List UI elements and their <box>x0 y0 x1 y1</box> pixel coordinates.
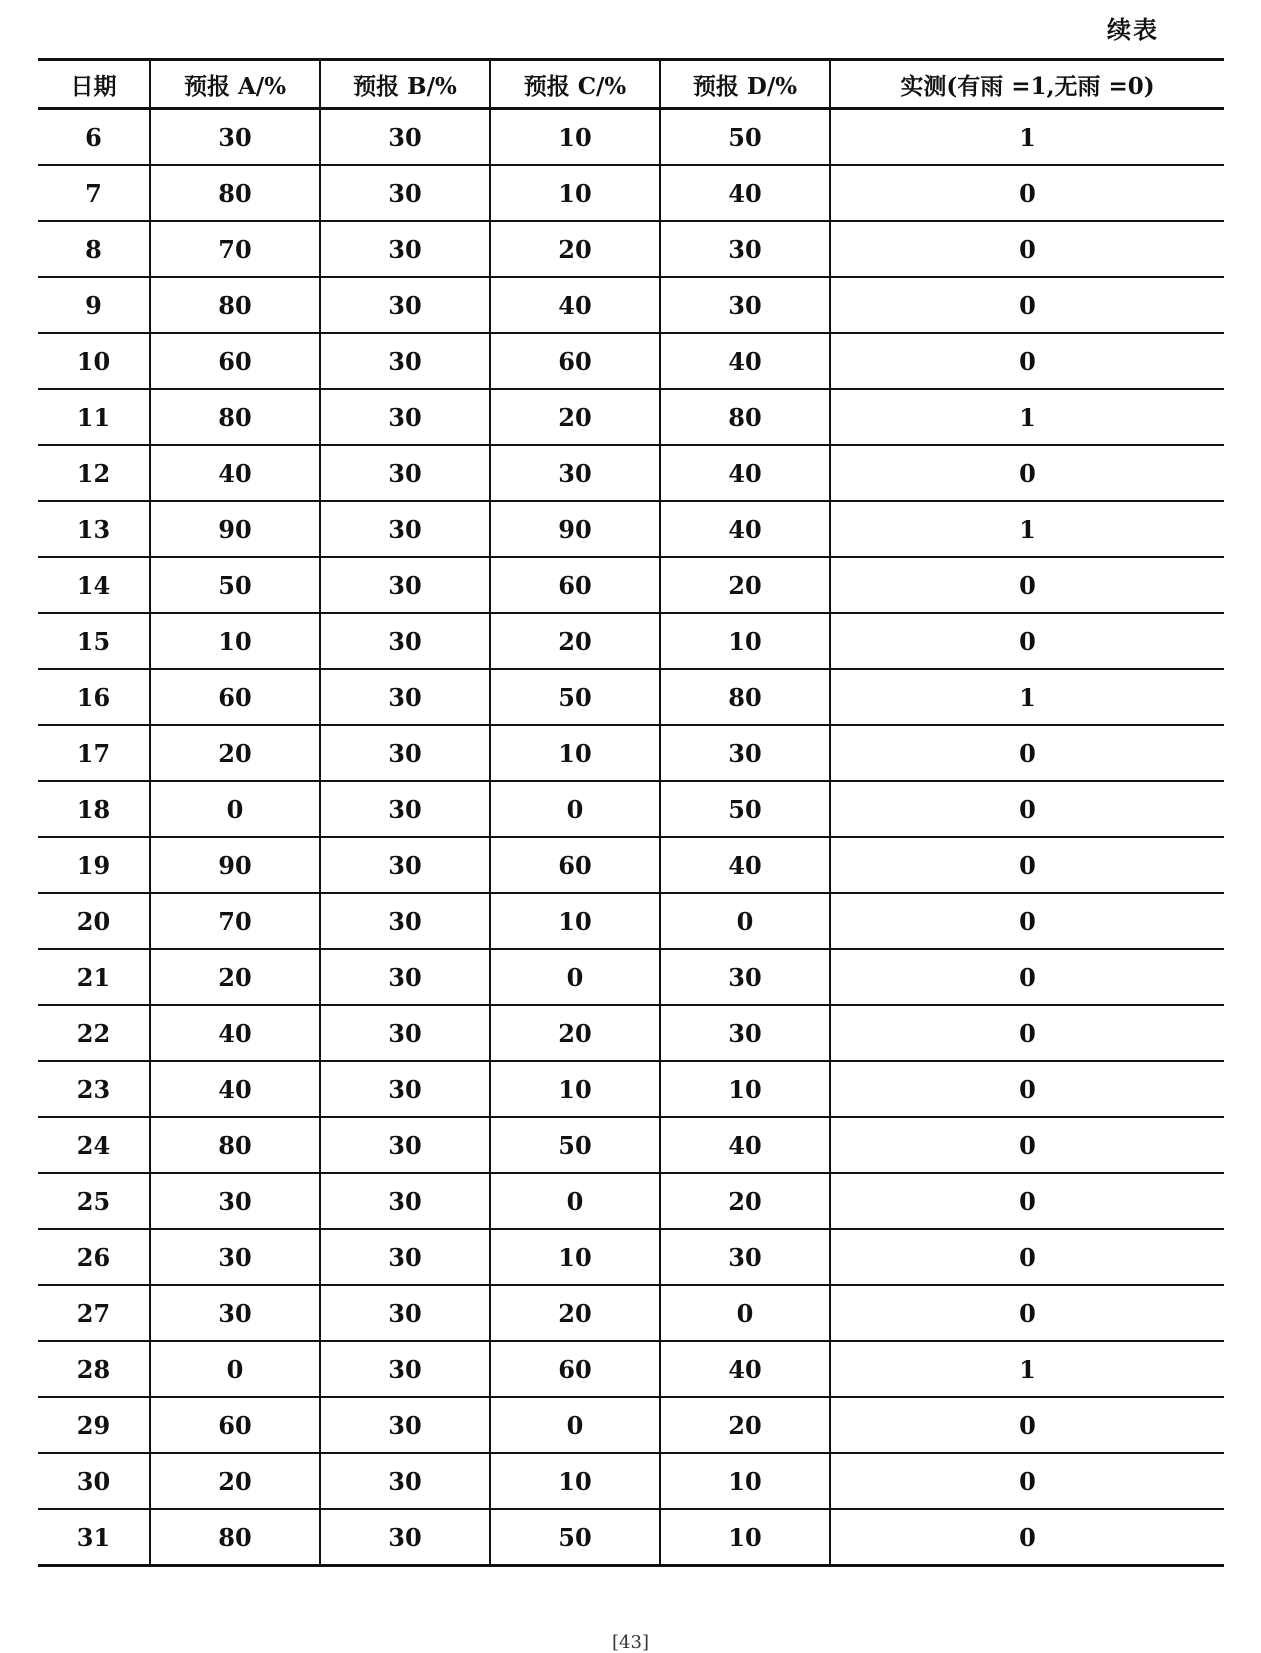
cell-date: 14 <box>38 557 150 613</box>
cell-date: 29 <box>38 1397 150 1453</box>
cell-observed: 0 <box>830 1005 1224 1061</box>
table-row <box>38 1005 1224 1061</box>
table-row <box>38 221 1224 277</box>
cell-forecast-d: 0 <box>660 893 830 949</box>
cell-forecast-d: 40 <box>660 501 830 557</box>
cell-observed: 0 <box>830 445 1224 501</box>
cell-forecast-c: 60 <box>490 557 660 613</box>
cell-forecast-b: 30 <box>320 1285 490 1341</box>
table-row <box>38 1285 1224 1341</box>
header-row <box>38 60 1224 109</box>
cell-forecast-d: 40 <box>660 165 830 221</box>
cell-forecast-a: 70 <box>150 221 320 277</box>
cell-forecast-b: 30 <box>320 949 490 1005</box>
cell-observed: 0 <box>830 1397 1224 1453</box>
continued-table-label: 续表 <box>1107 15 1159 44</box>
cell-observed: 0 <box>830 165 1224 221</box>
cell-forecast-c: 10 <box>490 1061 660 1117</box>
cell-observed: 0 <box>830 893 1224 949</box>
cell-forecast-a: 30 <box>150 1173 320 1229</box>
cell-forecast-d: 40 <box>660 333 830 389</box>
cell-forecast-d: 80 <box>660 389 830 445</box>
cell-date: 12 <box>38 445 150 501</box>
table-row <box>38 277 1224 333</box>
cell-forecast-d: 30 <box>660 949 830 1005</box>
cell-observed: 0 <box>830 613 1224 669</box>
cell-date: 9 <box>38 277 150 333</box>
cell-observed: 1 <box>830 1341 1224 1397</box>
cell-observed: 0 <box>830 1509 1224 1566</box>
cell-observed: 0 <box>830 1229 1224 1285</box>
cell-forecast-c: 10 <box>490 109 660 166</box>
cell-observed: 0 <box>830 1173 1224 1229</box>
cell-forecast-c: 60 <box>490 1341 660 1397</box>
cell-date: 23 <box>38 1061 150 1117</box>
table-row <box>38 725 1224 781</box>
table-row <box>38 165 1224 221</box>
cell-forecast-b: 30 <box>320 333 490 389</box>
cell-observed: 0 <box>830 1117 1224 1173</box>
cell-observed: 0 <box>830 949 1224 1005</box>
table-row <box>38 893 1224 949</box>
cell-forecast-a: 80 <box>150 1117 320 1173</box>
cell-date: 13 <box>38 501 150 557</box>
cell-date: 8 <box>38 221 150 277</box>
cell-forecast-b: 30 <box>320 1509 490 1566</box>
cell-observed: 0 <box>830 1285 1224 1341</box>
cell-date: 6 <box>38 109 150 166</box>
cell-forecast-d: 20 <box>660 557 830 613</box>
cell-forecast-a: 80 <box>150 165 320 221</box>
cell-forecast-c: 30 <box>490 445 660 501</box>
cell-date: 26 <box>38 1229 150 1285</box>
cell-forecast-a: 20 <box>150 725 320 781</box>
table-row <box>38 333 1224 389</box>
header-forecast-b: 预报 B/% <box>320 60 490 109</box>
cell-date: 30 <box>38 1453 150 1509</box>
cell-forecast-a: 80 <box>150 389 320 445</box>
cell-forecast-a: 0 <box>150 1341 320 1397</box>
cell-forecast-b: 30 <box>320 109 490 166</box>
cell-observed: 0 <box>830 837 1224 893</box>
cell-forecast-a: 90 <box>150 501 320 557</box>
cell-date: 18 <box>38 781 150 837</box>
cell-forecast-b: 30 <box>320 557 490 613</box>
cell-forecast-b: 30 <box>320 1117 490 1173</box>
cell-date: 11 <box>38 389 150 445</box>
cell-forecast-a: 20 <box>150 949 320 1005</box>
header-forecast-c: 预报 C/% <box>490 60 660 109</box>
cell-forecast-c: 60 <box>490 333 660 389</box>
table-row <box>38 557 1224 613</box>
table-row <box>38 1061 1224 1117</box>
cell-forecast-b: 30 <box>320 1341 490 1397</box>
table-row <box>38 949 1224 1005</box>
cell-forecast-a: 90 <box>150 837 320 893</box>
cell-date: 31 <box>38 1509 150 1566</box>
cell-forecast-a: 40 <box>150 1061 320 1117</box>
cell-date: 22 <box>38 1005 150 1061</box>
cell-forecast-a: 40 <box>150 1005 320 1061</box>
table-row <box>38 501 1224 557</box>
cell-forecast-d: 40 <box>660 1341 830 1397</box>
cell-forecast-c: 20 <box>490 613 660 669</box>
cell-forecast-b: 30 <box>320 893 490 949</box>
cell-forecast-c: 10 <box>490 165 660 221</box>
cell-forecast-b: 30 <box>320 781 490 837</box>
table-row <box>38 389 1224 445</box>
table-row <box>38 1341 1224 1397</box>
table-row <box>38 1117 1224 1173</box>
cell-forecast-b: 30 <box>320 1173 490 1229</box>
cell-observed: 0 <box>830 1061 1224 1117</box>
cell-forecast-d: 30 <box>660 725 830 781</box>
table-row <box>38 445 1224 501</box>
cell-forecast-a: 60 <box>150 669 320 725</box>
cell-date: 10 <box>38 333 150 389</box>
table-row <box>38 837 1224 893</box>
cell-observed: 0 <box>830 557 1224 613</box>
cell-forecast-d: 40 <box>660 445 830 501</box>
forecast-table <box>38 58 1224 1567</box>
cell-forecast-b: 30 <box>320 165 490 221</box>
table-row <box>38 1173 1224 1229</box>
cell-forecast-d: 30 <box>660 221 830 277</box>
cell-date: 19 <box>38 837 150 893</box>
cell-date: 28 <box>38 1341 150 1397</box>
cell-forecast-d: 80 <box>660 669 830 725</box>
cell-forecast-b: 30 <box>320 837 490 893</box>
cell-date: 25 <box>38 1173 150 1229</box>
cell-forecast-c: 0 <box>490 1173 660 1229</box>
cell-forecast-d: 10 <box>660 1061 830 1117</box>
cell-forecast-a: 40 <box>150 445 320 501</box>
table-body <box>38 109 1224 1566</box>
cell-observed: 1 <box>830 669 1224 725</box>
table-header <box>38 60 1224 109</box>
cell-forecast-d: 40 <box>660 1117 830 1173</box>
cell-forecast-c: 20 <box>490 1005 660 1061</box>
header-forecast-d: 预报 D/% <box>660 60 830 109</box>
cell-date: 15 <box>38 613 150 669</box>
cell-forecast-c: 10 <box>490 1453 660 1509</box>
cell-forecast-c: 20 <box>490 221 660 277</box>
cell-forecast-d: 10 <box>660 613 830 669</box>
cell-forecast-c: 0 <box>490 949 660 1005</box>
cell-forecast-b: 30 <box>320 445 490 501</box>
cell-forecast-d: 30 <box>660 277 830 333</box>
table-row <box>38 1509 1224 1566</box>
cell-forecast-d: 30 <box>660 1229 830 1285</box>
table-row <box>38 109 1224 166</box>
table-row <box>38 613 1224 669</box>
cell-observed: 1 <box>830 501 1224 557</box>
cell-forecast-b: 30 <box>320 1453 490 1509</box>
cell-date: 7 <box>38 165 150 221</box>
cell-forecast-d: 10 <box>660 1509 830 1566</box>
cell-observed: 1 <box>830 109 1224 166</box>
table-row <box>38 1397 1224 1453</box>
cell-forecast-b: 30 <box>320 389 490 445</box>
cell-forecast-c: 10 <box>490 725 660 781</box>
cell-forecast-a: 50 <box>150 557 320 613</box>
cell-forecast-c: 60 <box>490 837 660 893</box>
cell-forecast-b: 30 <box>320 725 490 781</box>
cell-observed: 0 <box>830 277 1224 333</box>
cell-date: 21 <box>38 949 150 1005</box>
cell-forecast-c: 50 <box>490 1509 660 1566</box>
cell-forecast-d: 40 <box>660 837 830 893</box>
cell-forecast-b: 30 <box>320 1061 490 1117</box>
cell-forecast-a: 70 <box>150 893 320 949</box>
cell-date: 27 <box>38 1285 150 1341</box>
cell-forecast-d: 50 <box>660 109 830 166</box>
cell-forecast-c: 10 <box>490 1229 660 1285</box>
header-observed: 实测(有雨 =1,无雨 =0) <box>830 60 1224 109</box>
table-row <box>38 1229 1224 1285</box>
cell-forecast-d: 30 <box>660 1005 830 1061</box>
cell-forecast-a: 80 <box>150 277 320 333</box>
cell-observed: 0 <box>830 781 1224 837</box>
cell-forecast-b: 30 <box>320 1005 490 1061</box>
cell-forecast-c: 20 <box>490 389 660 445</box>
cell-forecast-a: 10 <box>150 613 320 669</box>
cell-date: 16 <box>38 669 150 725</box>
cell-forecast-b: 30 <box>320 1397 490 1453</box>
cell-forecast-b: 30 <box>320 669 490 725</box>
cell-forecast-a: 30 <box>150 1285 320 1341</box>
cell-forecast-b: 30 <box>320 277 490 333</box>
cell-forecast-d: 20 <box>660 1397 830 1453</box>
cell-forecast-d: 50 <box>660 781 830 837</box>
cell-date: 17 <box>38 725 150 781</box>
cell-observed: 0 <box>830 1453 1224 1509</box>
table-row <box>38 669 1224 725</box>
cell-date: 20 <box>38 893 150 949</box>
cell-forecast-c: 50 <box>490 1117 660 1173</box>
cell-forecast-a: 20 <box>150 1453 320 1509</box>
cell-forecast-b: 30 <box>320 501 490 557</box>
cell-forecast-b: 30 <box>320 221 490 277</box>
cell-forecast-c: 90 <box>490 501 660 557</box>
cell-forecast-b: 30 <box>320 1229 490 1285</box>
cell-forecast-d: 20 <box>660 1173 830 1229</box>
cell-date: 24 <box>38 1117 150 1173</box>
cell-forecast-c: 0 <box>490 1397 660 1453</box>
cell-forecast-d: 0 <box>660 1285 830 1341</box>
header-date: 日期 <box>38 60 150 109</box>
cell-forecast-a: 80 <box>150 1509 320 1566</box>
cell-forecast-c: 20 <box>490 1285 660 1341</box>
cell-observed: 0 <box>830 333 1224 389</box>
cell-forecast-c: 50 <box>490 669 660 725</box>
cell-forecast-a: 30 <box>150 1229 320 1285</box>
cell-forecast-c: 0 <box>490 781 660 837</box>
cell-forecast-a: 60 <box>150 333 320 389</box>
cell-observed: 0 <box>830 725 1224 781</box>
cell-forecast-a: 60 <box>150 1397 320 1453</box>
cell-forecast-a: 0 <box>150 781 320 837</box>
cell-forecast-c: 40 <box>490 277 660 333</box>
cell-forecast-c: 10 <box>490 893 660 949</box>
table-row <box>38 1453 1224 1509</box>
table-row <box>38 781 1224 837</box>
cell-forecast-a: 30 <box>150 109 320 166</box>
page-number: [43] <box>612 1632 649 1653</box>
cell-forecast-d: 10 <box>660 1453 830 1509</box>
cell-forecast-b: 30 <box>320 613 490 669</box>
header-forecast-a: 预报 A/% <box>150 60 320 109</box>
cell-observed: 1 <box>830 389 1224 445</box>
cell-observed: 0 <box>830 221 1224 277</box>
